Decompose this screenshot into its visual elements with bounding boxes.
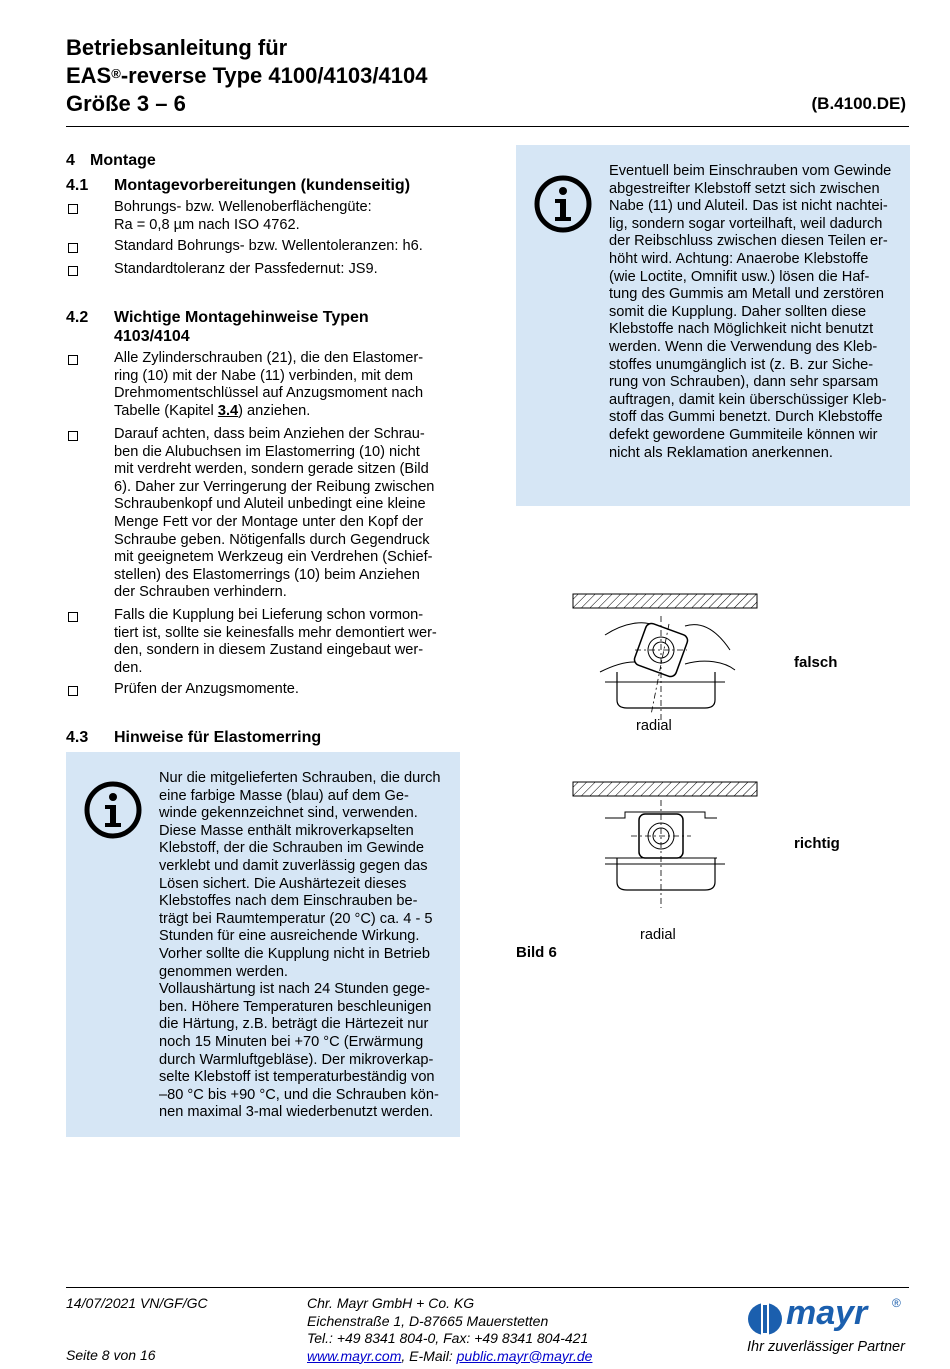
footer-date: 14/07/2021 VN/GF/GC (66, 1295, 208, 1311)
list-item: Standardtoleranz der Passfedernut: JS9. (114, 261, 378, 277)
checkbox-bullet-icon (68, 612, 78, 622)
footer-tagline: Ihr zuverlässiger Partner (747, 1339, 905, 1355)
label-falsch: falsch (794, 654, 838, 671)
footer-page-number: Seite 8 von 16 (66, 1347, 156, 1363)
checkbox-bullet-icon (68, 204, 78, 214)
doc-title-line3: Größe 3 – 6 (66, 91, 186, 116)
list-item: Darauf achten, dass beim Anziehen der Schrau- ben die Alubuchsen im Elastomerring (10) nicht mit verdreht werden, sondern gerade sitzen (Bild 6). Daher zur Verringerung der Reibung zwischen Schraubenkopf und Aluteil unbedingt eine kleine Menge Fett vor der Montage unter den Kopf der Schraube geben. Nötigenfalls durch Gegendruck mit geeignetem Werkzeug ein Verdrehen (Schief- stellen) des Elastomerrings (10) beim Anziehen der Schrauben verhindern. (114, 426, 435, 601)
list-item: Bohrungs- bzw. Wellenoberflächengüte: Ra = 0,8 µm nach ISO 4762. (114, 199, 372, 233)
radial-label: radial (640, 927, 676, 943)
website-link[interactable]: www.mayr.com (307, 1347, 402, 1364)
list-item: Standard Bohrungs- bzw. Wellentoleranzen: h6. (114, 238, 423, 254)
mayr-logo-text: mayr (786, 1294, 868, 1332)
checkbox-bullet-icon (68, 431, 78, 441)
section-42-title: Wichtige Montagehinweise Typen 4103/4104 (114, 309, 369, 345)
info-text-right: Eventuell beim Einschrauben vom Gewinde abgestreifter Klebstoff setzt sich zwischen Nabe (11) und Aluteil. Das ist nicht nachtei- lig, sondern sogar vorteilhaft, weil dadurch der Reibschluss zwischen diesen Teilen er- höht wird. Achtung: Anaerobe Klebstoffe (wie Loctite, Omnifit usw.) lösen die Haf- tung des Gummis am Metall und zerstören somit die Kupplung. Daher sollten diese Klebstoffe nach Möglichkeit nicht benutzt werden. Wenn die Verwendung des Kleb- stoffes unumgänglich ist (z. B. zur Siche- rung von Schrauben), dann sehr sparsam auftragen, damit kein überschüssiger Kleb- stoff das Gummi benetzt. Durch Klebstoffe defekt gewordene Gummiteile können wir nicht als Reklamation anerkennen. (609, 163, 892, 461)
label-richtig: richtig (794, 835, 840, 852)
section-4-number: 4 (66, 152, 75, 169)
info-text-left: Nur die mitgelieferten Schrauben, die durch eine farbige Masse (blau) auf dem Ge- winde gekennzeichnet sind, verwenden. Diese Masse enthält mikroverkapselten Klebstoff, der die Schrauben im Gewinde verklebt und damit zuverlässig gegen das Lösen sichert. Die Aushärtezeit dieses Klebstoffes nach dem Einschrauben be- trägt bei Raumtemperatur (20 °C) ca. 4 - 5 Stunden für eine ausreichende Wirkung. Vorher sollte die Kupplung nicht in Betrieb genommen werden. Vollaushärtung ist nach 24 Stunden gege- ben. Höhere Temperaturen beschleunigen die Härtung, z.B. beträgt die Härtezeit nur noch 15 Minuten bei +70 °C (Erwärmung durch Warmluftgebläse). Der mikroverkap- selte Klebstoff ist temperaturbeständig von –80 °C bis +90 °C, und die Schrauben kön- nen maximal 3-mal wiederbenutzt werden. (159, 770, 441, 1121)
checkbox-bullet-icon (68, 355, 78, 365)
doc-title-line2: EAS®-reverse Type 4100/4103/4104 (66, 63, 428, 88)
list-item: Alle Zylinderschrauben (21), die den Elastomer- ring (10) mit der Nabe (11) verbinden, mit dem Drehmomentschlüssel auf Anzugsmoment nach Tabelle (Kapitel 3.4) anziehen. (114, 350, 424, 419)
doc-number: (B.4100.DE) (811, 94, 906, 113)
section-4-title: Montage (90, 152, 156, 169)
section-42-number: 4.2 (66, 309, 89, 326)
checkbox-bullet-icon (68, 266, 78, 276)
chapter-link[interactable]: 3.4 (217, 402, 239, 419)
checkbox-bullet-icon (68, 686, 78, 696)
checkbox-bullet-icon (68, 243, 78, 253)
section-43-title: Hinweise für Elastomerring (114, 729, 322, 746)
figure-caption: Bild 6 (516, 944, 557, 961)
mayr-logo-icon (746, 1301, 784, 1337)
radial-label: radial (636, 718, 672, 734)
list-item: Prüfen der Anzugsmomente. (114, 681, 299, 697)
email-link[interactable]: public.mayr@mayr.de (456, 1347, 593, 1364)
diagram-correct-mounting (565, 778, 765, 918)
mayr-logo-registered: ® (892, 1296, 901, 1310)
info-icon (533, 174, 593, 234)
section-41-title: Montagevorbereitungen (kundenseitig) (114, 177, 411, 194)
footer-company-block: Chr. Mayr GmbH + Co. KG Eichenstraße 1, D-87665 Mauerstetten Tel.: +49 8341 804-0, Fax: +49 8341 804-421 www.mayr.com, E-Mail: public.mayr@mayr.de (307, 1295, 593, 1364)
footer-divider (66, 1287, 909, 1288)
doc-title-line1: Betriebsanleitung für (66, 35, 288, 60)
info-icon (83, 780, 143, 840)
section-41-number: 4.1 (66, 177, 89, 194)
section-43-number: 4.3 (66, 729, 89, 746)
diagram-wrong-mounting (565, 590, 765, 720)
header-divider (66, 126, 909, 127)
list-item: Falls die Kupplung bei Lieferung schon vormon- tiert ist, sollte sie keinesfalls mehr demontiert wer- den, sondern in diesem Zustand eingebaut wer- den. (114, 607, 437, 676)
